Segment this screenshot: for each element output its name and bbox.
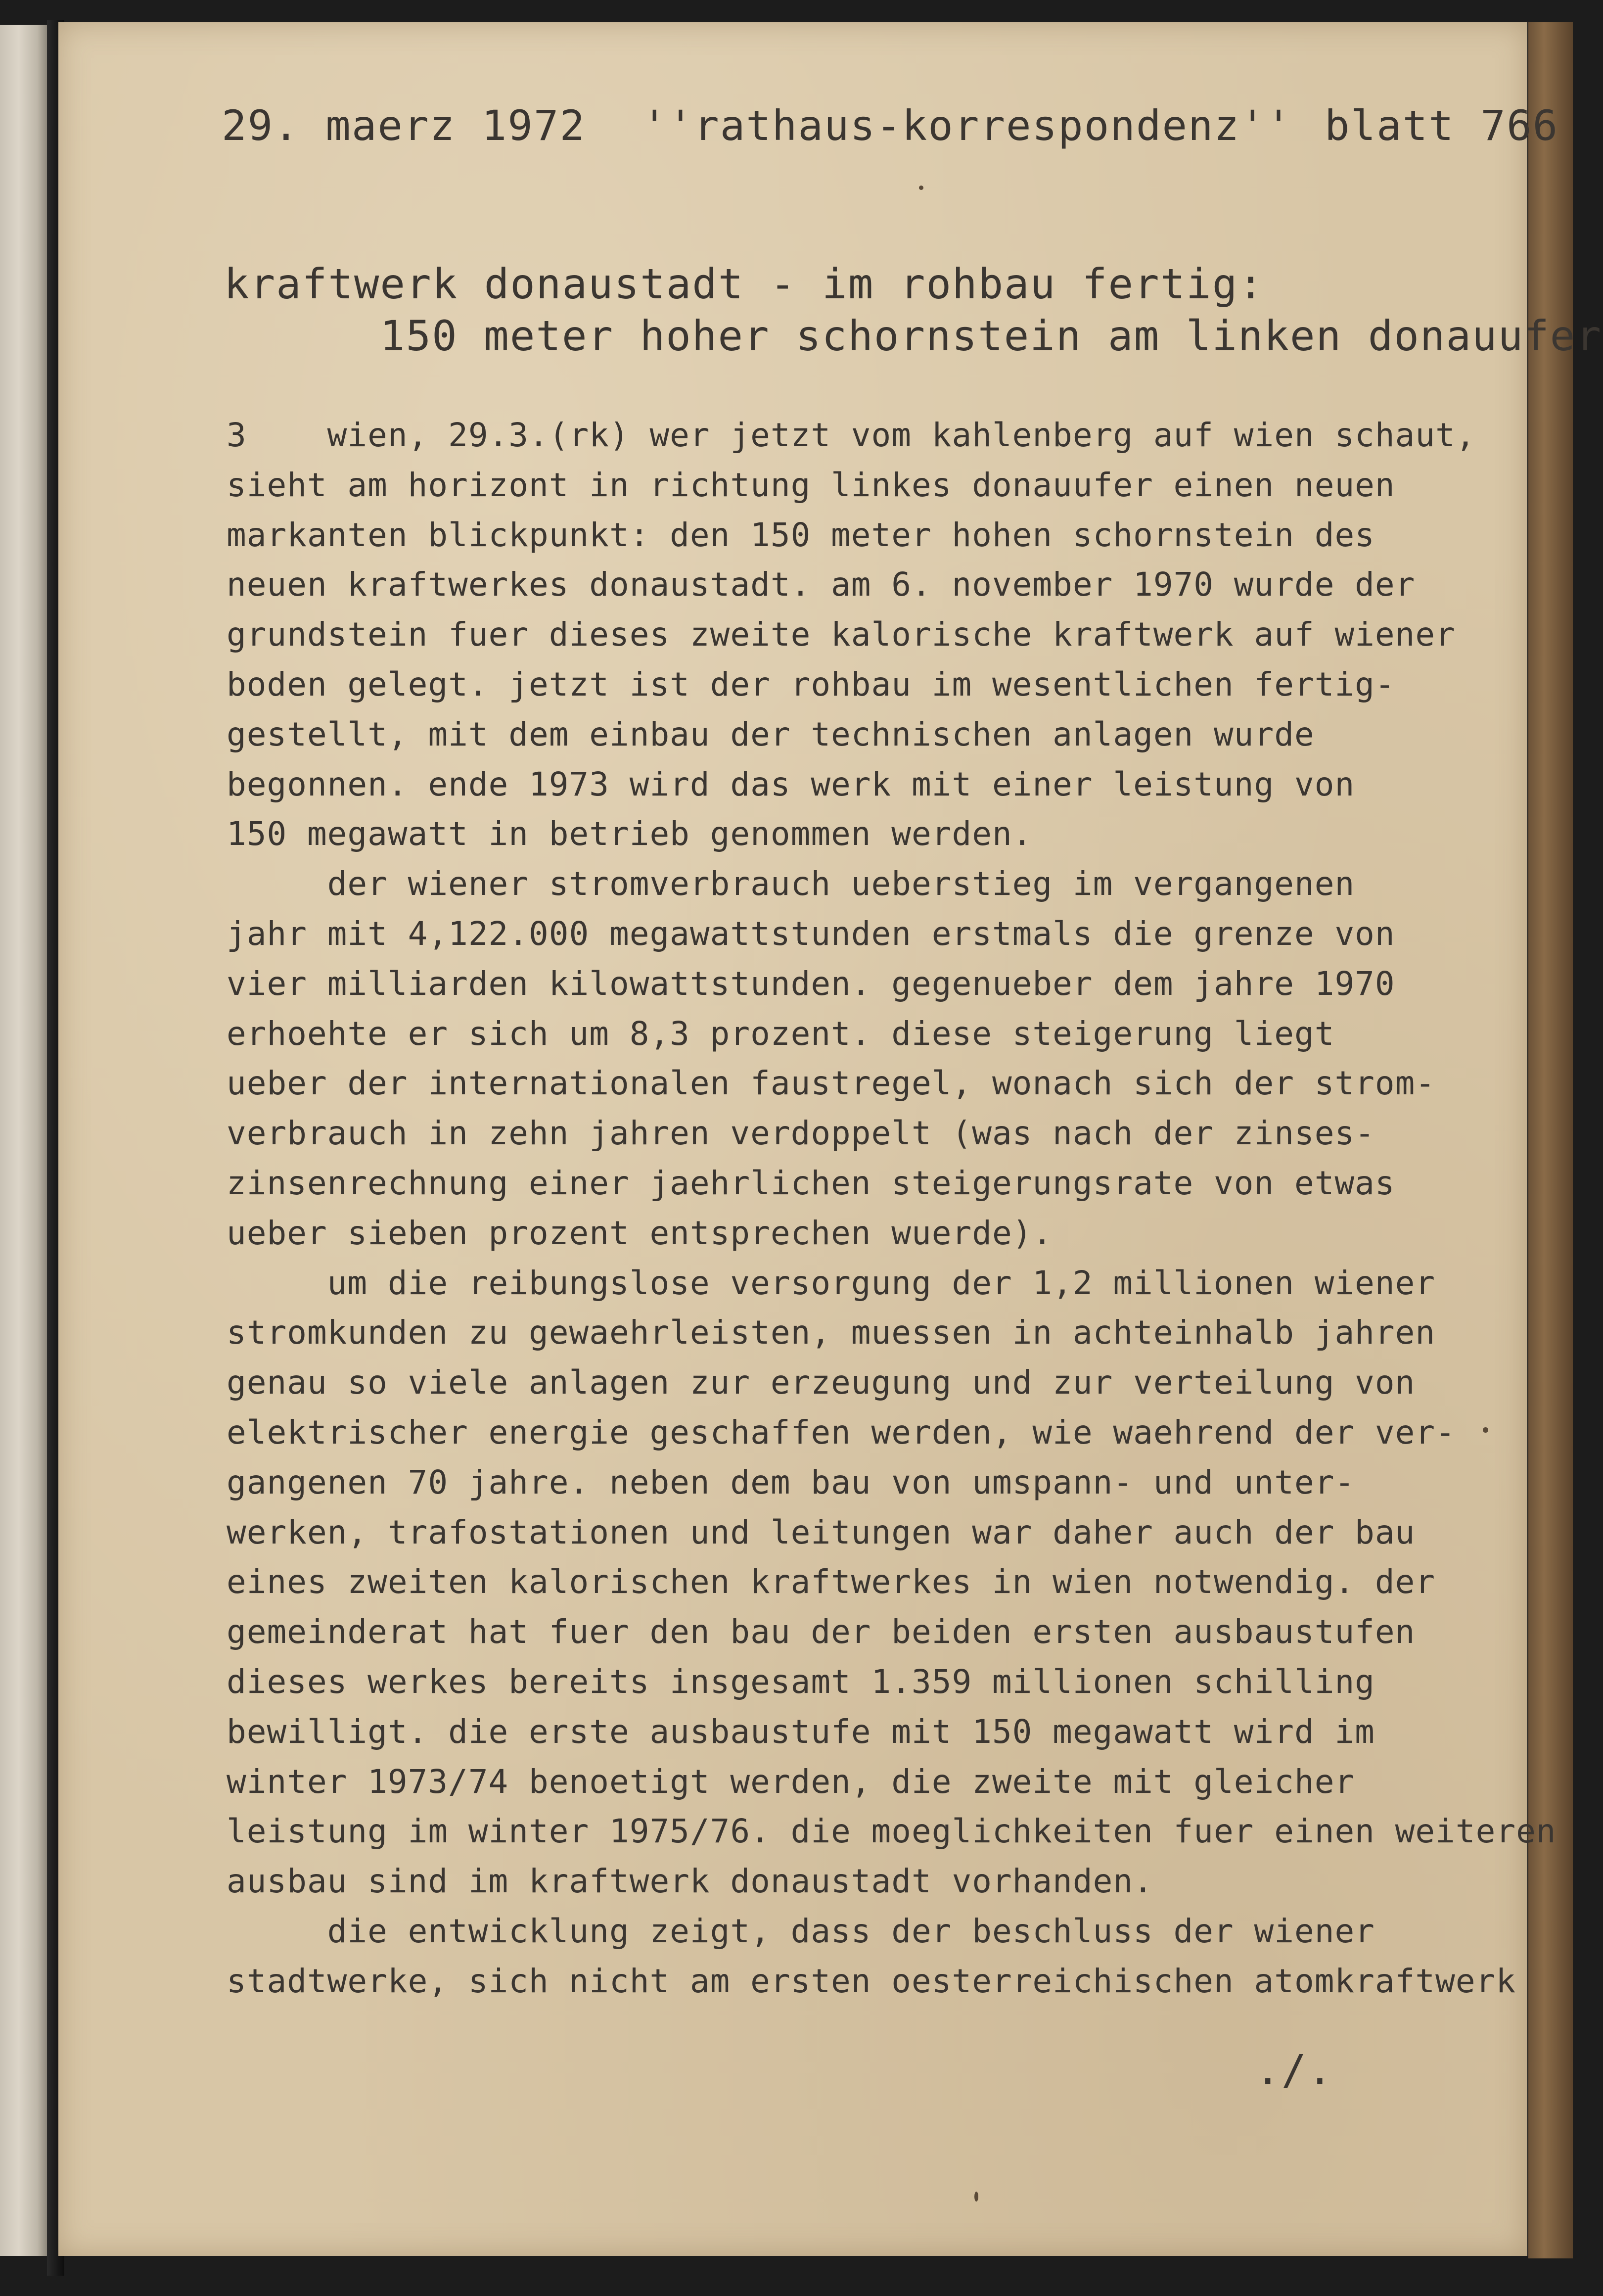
body-line: ueber der internationalen faustregel, wonach sich der strom-	[227, 1064, 1436, 1103]
paper-speck	[1483, 1427, 1488, 1433]
body-line: eines zweiten kalorischen kraftwerkes in wien notwendig. der	[227, 1563, 1436, 1601]
binding-strip	[0, 25, 47, 2256]
typed-sheet	[58, 22, 1602, 2256]
body-line: genau so viele anlagen zur erzeugung und zur verteilung von	[227, 1363, 1416, 1402]
body-line: begonnen. ende 1973 wird das werk mit einer leistung von	[227, 765, 1355, 803]
body-line: leistung im winter 1975/76. die moeglichkeiten fuer einen weiteren	[227, 1812, 1557, 1851]
body-line: ausbau sind im kraftwerk donaustadt vorhanden.	[227, 1862, 1153, 1901]
body-line: gemeinderat hat fuer den bau der beiden ersten ausbaustufen	[227, 1613, 1416, 1651]
subheadline: 150 meter hoher schornstein am linken donauufer	[380, 312, 1602, 360]
body-line: vier milliarden kilowattstunden. gegenueber dem jahre 1970	[227, 964, 1395, 1003]
body-line: stromkunden zu gewaehrleisten, muessen in achteinhalb jahren	[227, 1313, 1436, 1352]
body-line: gestellt, mit dem einbau der technischen anlagen wurde	[227, 715, 1315, 753]
headline: kraftwerk donaustadt - im rohbau fertig:	[224, 260, 1264, 308]
body-line: ueber sieben prozent entsprechen wuerde).	[227, 1214, 1053, 1252]
body-line: dieses werkes bereits insgesamt 1.359 millionen schilling	[227, 1662, 1375, 1701]
article-body	[227, 411, 1557, 2007]
body-line: 3 wien, 29.3.(rk) wer jetzt vom kahlenberg auf wien schaut,	[227, 416, 1476, 454]
body-line: gangenen 70 jahre. neben dem bau von umspann- und unter-	[227, 1463, 1355, 1501]
body-line: bewilligt. die erste ausbaustufe mit 150 megawatt wird im	[227, 1712, 1375, 1751]
body-line: markanten blickpunkt: den 150 meter hohen schornstein des	[227, 515, 1375, 554]
paper-speck	[974, 2192, 978, 2202]
paper-speck	[919, 186, 923, 190]
body-line: werken, trafostationen und leitungen war daher auch der bau	[227, 1513, 1416, 1551]
body-line: grundstein fuer dieses zweite kalorische kraftwerk auf wiener	[227, 615, 1456, 654]
header-publication: ''rathaus-korrespondenz''	[642, 101, 1292, 150]
body-line: zinsenrechnung einer jaehrlichen steigerungsrate von etwas	[227, 1164, 1395, 1202]
body-line: winter 1973/74 benoetigt werden, die zweite mit gleicher	[227, 1762, 1355, 1801]
body-line: jahr mit 4,122.000 megawattstunden erstmals die grenze von	[227, 914, 1395, 953]
body-line: verbrauch in zehn jahren verdoppelt (was nach der zinses-	[227, 1114, 1375, 1153]
body-line: erhoehte er sich um 8,3 prozent. diese steigerung liegt	[227, 1014, 1335, 1053]
body-line: sieht am horizont in richtung linkes donauufer einen neuen	[227, 466, 1395, 504]
header-page-number: blatt 766	[1325, 101, 1559, 150]
body-line: der wiener stromverbrauch ueberstieg im vergangenen	[227, 865, 1355, 903]
body-line: die entwicklung zeigt, dass der beschluss der wiener	[227, 1912, 1375, 1950]
continuation-mark: ./.	[1255, 2046, 1333, 2094]
body-line: stadtwerke, sich nicht am ersten oesterreichischen atomkraftwerk	[227, 1962, 1516, 2000]
body-line: neuen kraftwerkes donaustadt. am 6. november 1970 wurde der	[227, 565, 1416, 604]
body-line: 150 megawatt in betrieb genommen werden.	[227, 815, 1033, 853]
body-line: um die reibungslose versorgung der 1,2 millionen wiener	[227, 1264, 1436, 1302]
body-line: boden gelegt. jetzt ist der rohbau im wesentlichen fertig-	[227, 665, 1395, 703]
header-date: 29. maerz 1972	[222, 101, 586, 150]
body-line: elektrischer energie geschaffen werden, wie waehrend der ver-	[227, 1413, 1456, 1452]
